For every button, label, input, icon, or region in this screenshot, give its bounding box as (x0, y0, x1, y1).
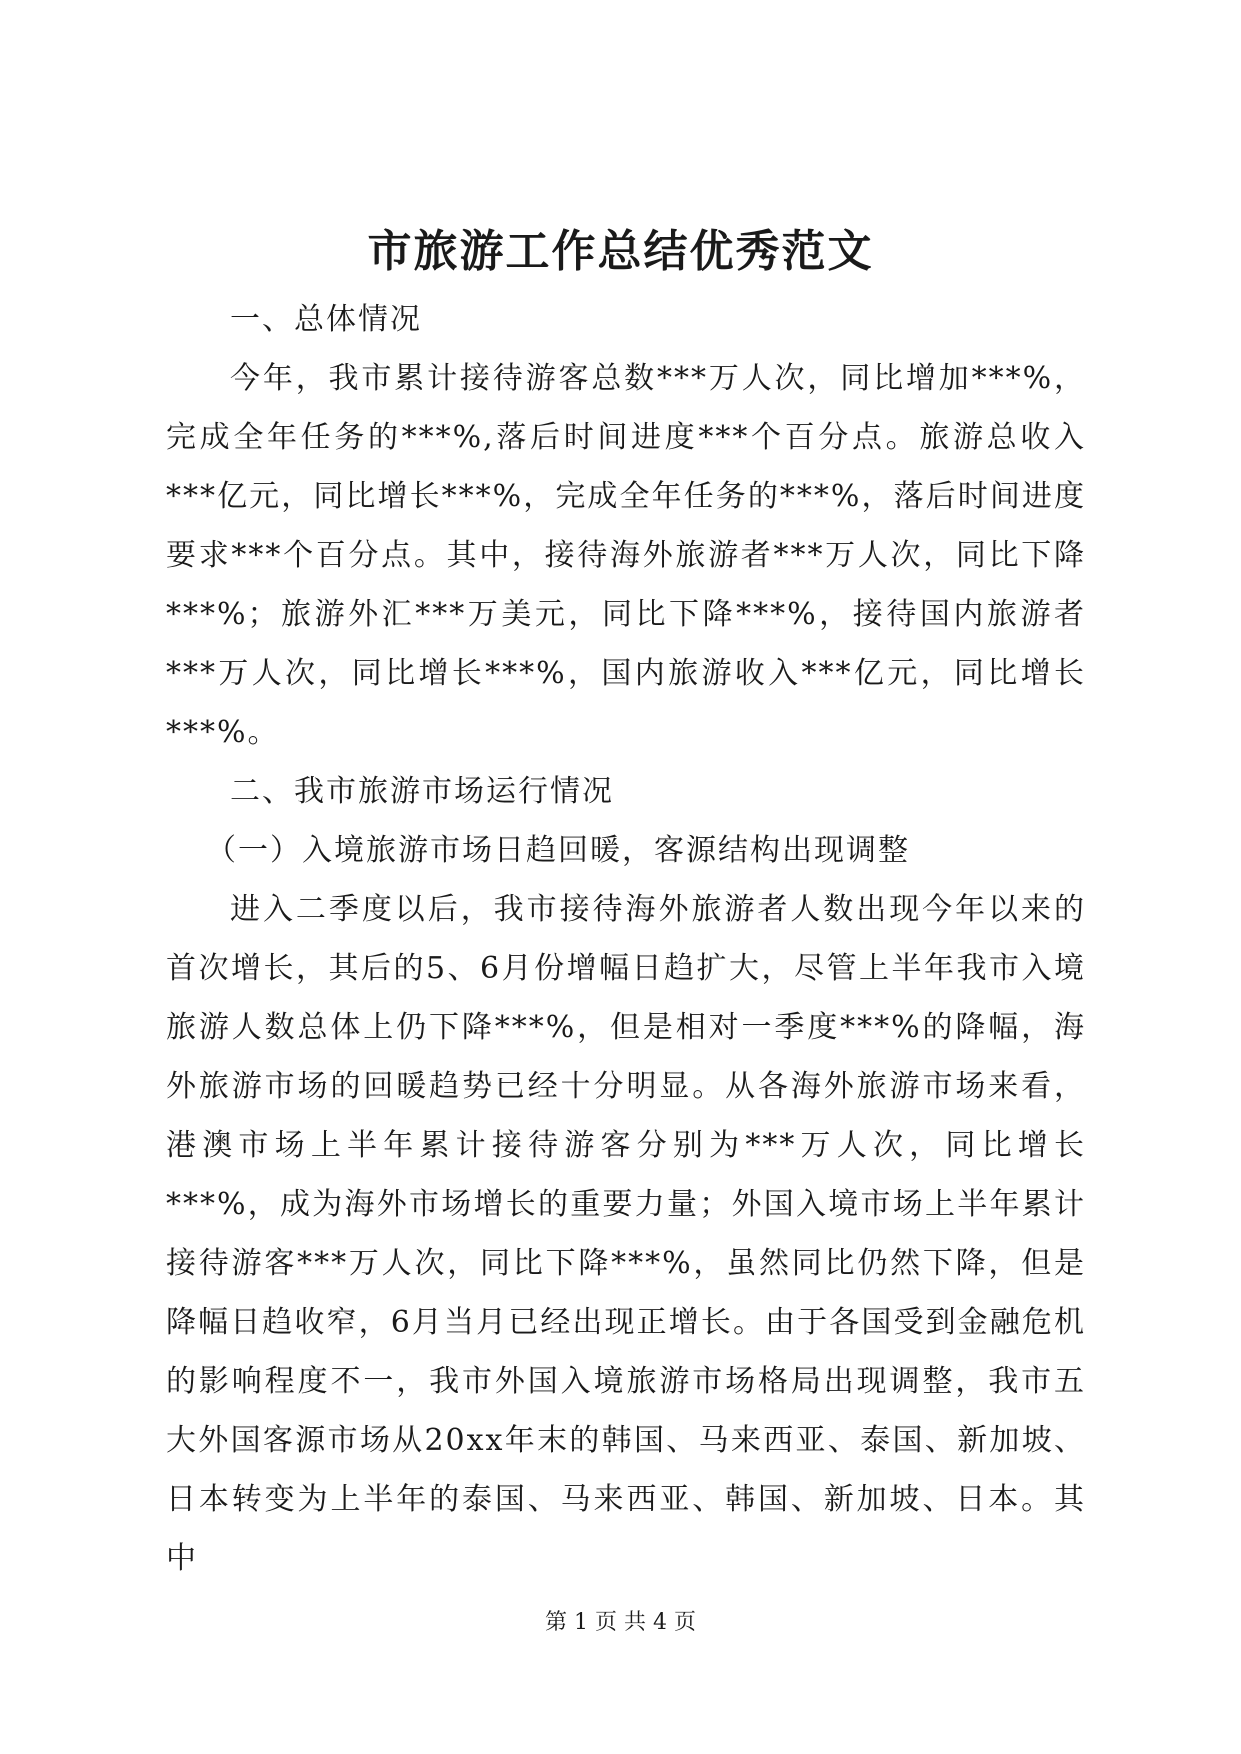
subsection-heading-inbound: （一）入境旅游市场日趋回暖，客源结构出现调整 (206, 833, 910, 868)
document-body (166, 290, 1086, 1588)
section-heading-overview: 一、总体情况 (230, 302, 422, 337)
paragraph-overview: 今年，我市累计接待游客总数***万人次，同比增加***%，完成全年任务的***%,落后时间进度***个百分点。旅游总收入***亿元，同比增长***%，完成全年任务的***%，落后时间进度要求***个百分点。其中，接待海外旅游者***万人次，同比下降***%；旅游外汇***万美元，同比下降***%，接待国内旅游者***万人次，同比增长***%，国内旅游收入***亿元，同比增长***%。 (166, 361, 1086, 750)
document-title: 市旅游工作总结优秀范文 (367, 226, 874, 277)
page-number-footer: 第 1 页 共 4 页 (545, 1610, 696, 1635)
section-heading-market: 二、我市旅游市场运行情况 (230, 774, 614, 809)
paragraph-inbound: 进入二季度以后，我市接待海外旅游者人数出现今年以来的首次增长，其后的5、6月份增幅日趋扩大，尽管上半年我市入境旅游人数总体上仍下降***%，但是相对一季度***%的降幅，海外旅游市场的回暖趋势已经十分明显。从各海外旅游市场来看，港澳市场上半年累计接待游客分别为***万人次，同比增长***%，成为海外市场增长的重要力量；外国入境市场上半年累计接待游客***万人次，同比下降***%，虽然同比仍然下降，但是降幅日趋收窄，6月当月已经出现正增长。由于各国受到金融危机的影响程度不一，我市外国入境旅游市场格局出现调整，我市五大外国客源市场从20xx年末的韩国、马来西亚、泰国、新加坡、日本转变为上半年的泰国、马来西亚、韩国、新加坡、日本。其中 (166, 892, 1086, 1576)
